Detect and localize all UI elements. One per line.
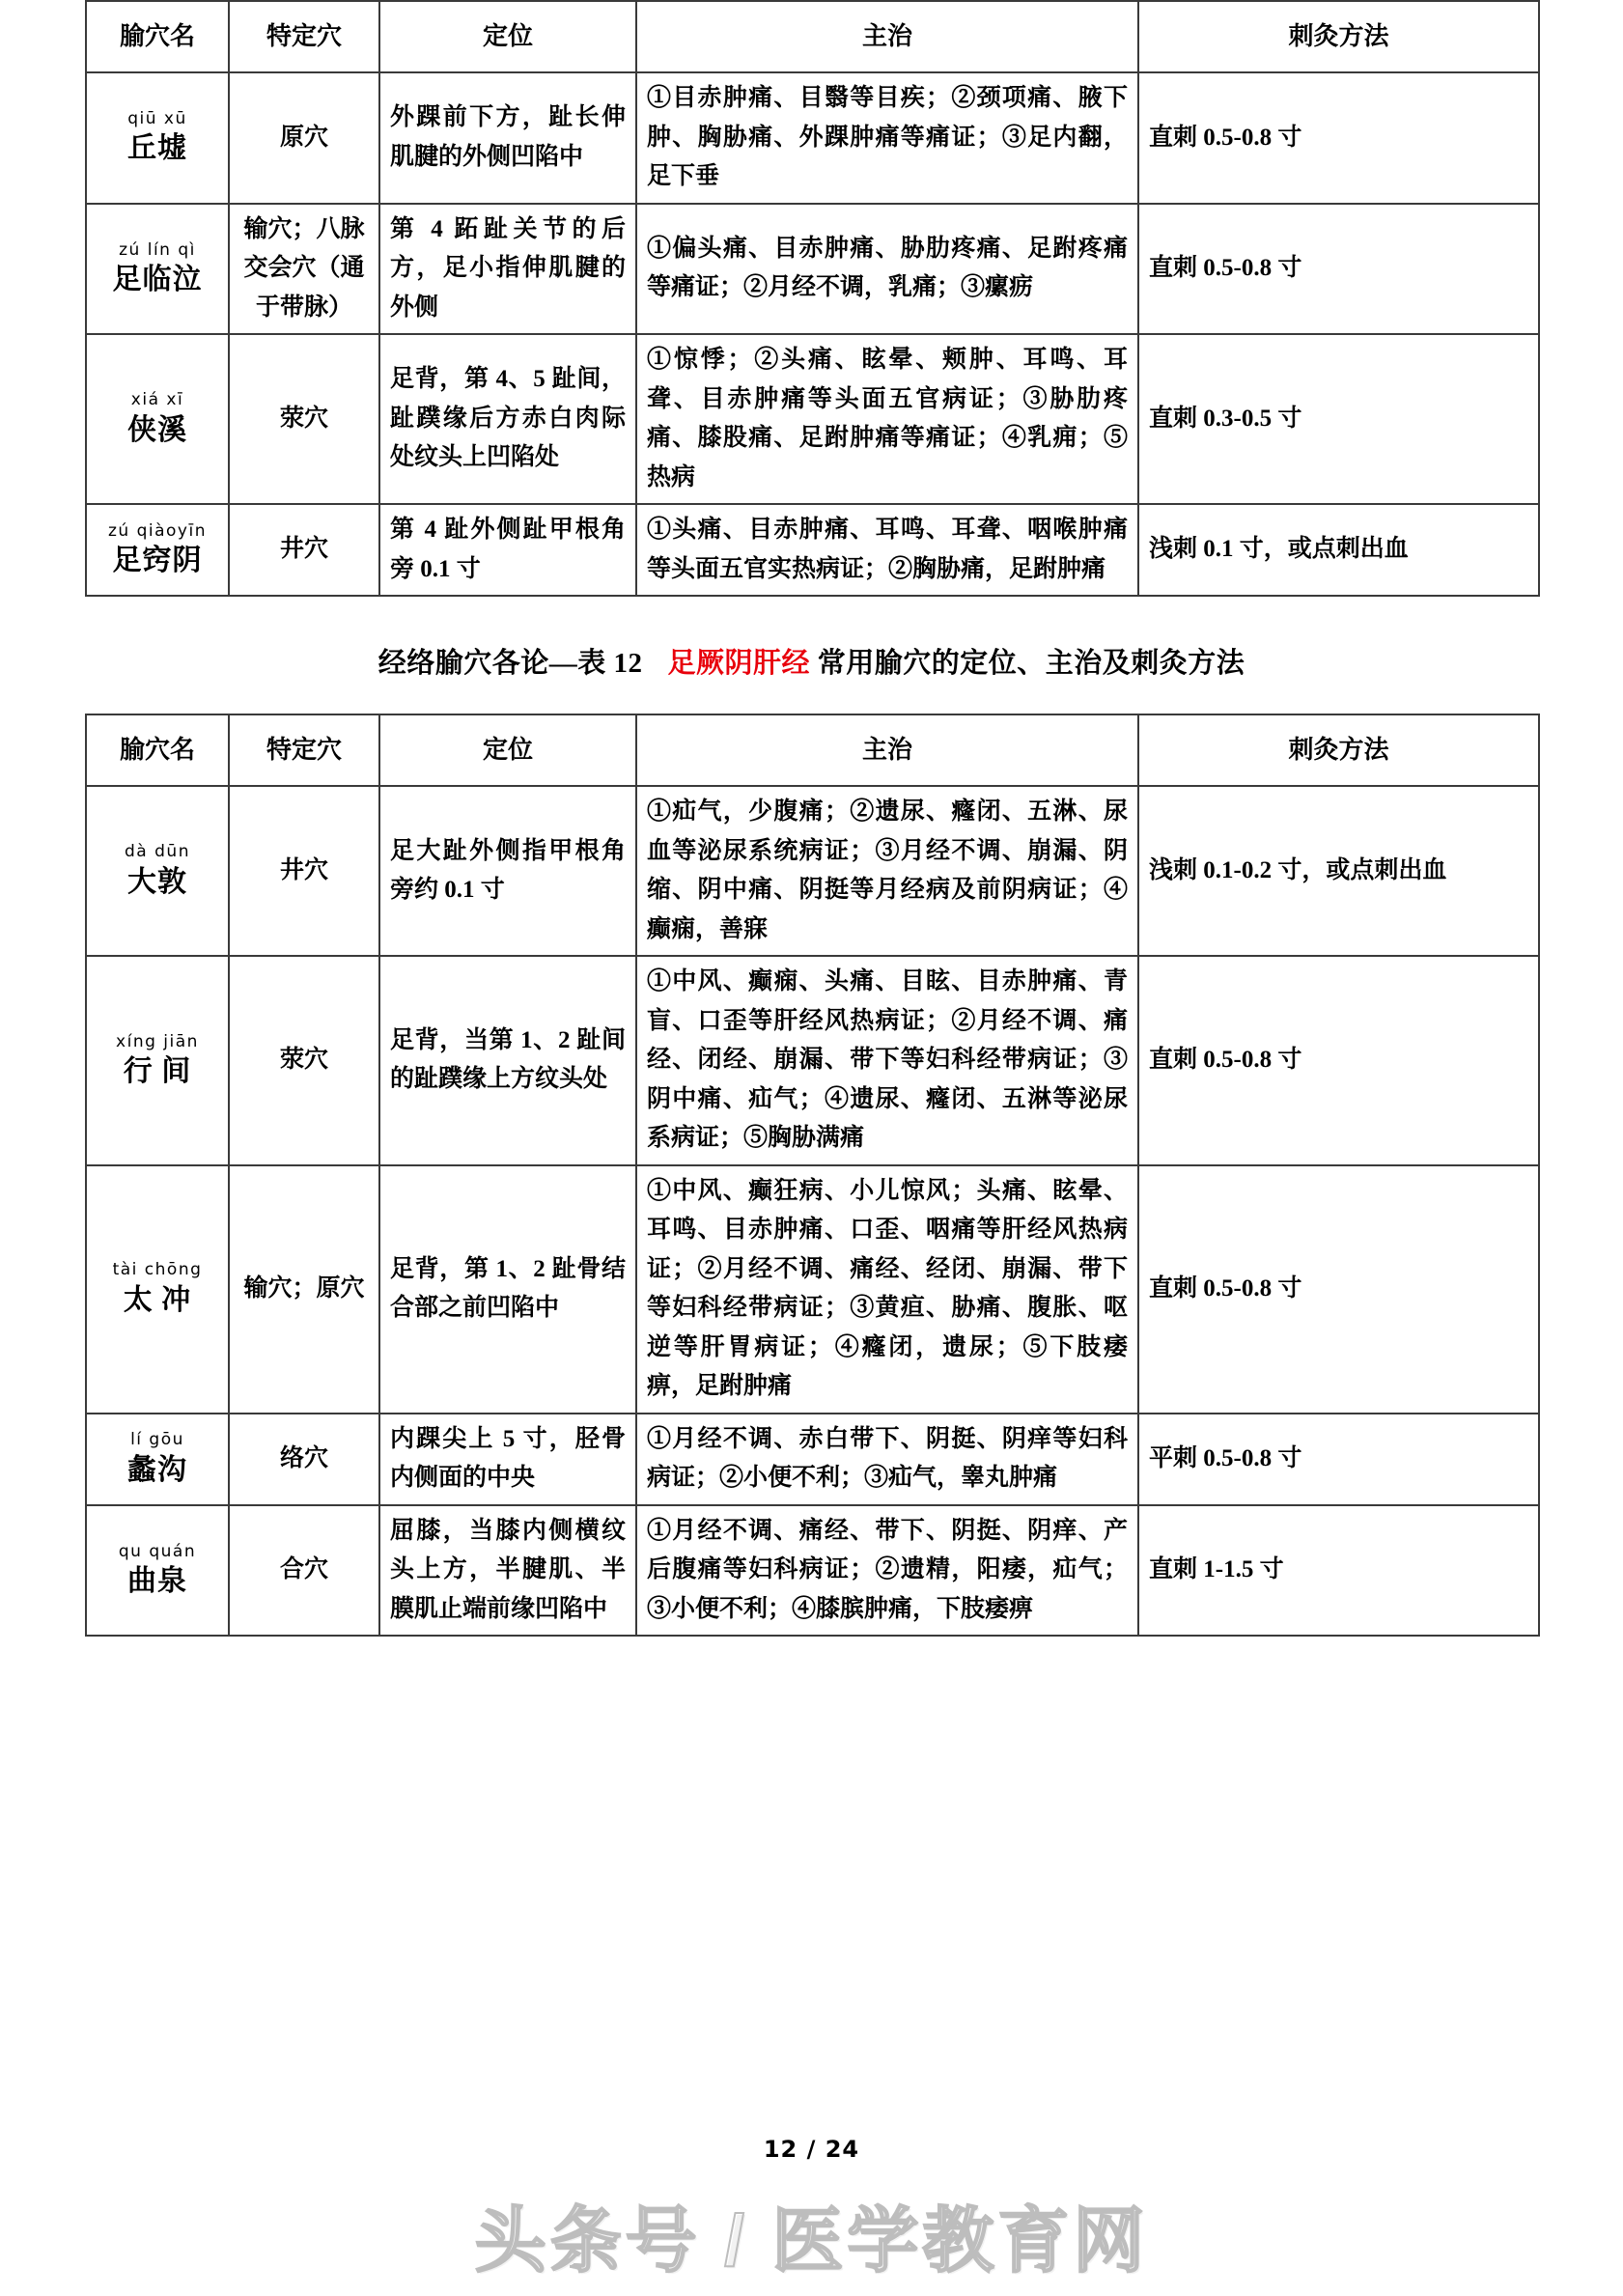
section-title-meridian: 足厥阴肝经 [667,648,810,679]
acupoint-pinyin: tài chōng [112,1260,203,1280]
acupoint-type-cell: 合穴 [229,1505,379,1637]
acupoint-type-cell: 原穴 [229,72,379,204]
table-2-header [86,714,1539,786]
acupoint-hanzi: 蠡沟 [127,1453,187,1486]
page-number: 12 / 24 [763,2136,860,2163]
column-header-location: 定位 [379,714,636,786]
table-row [86,334,1539,504]
watermark: 头条号 / 医学教育网 [474,2200,1149,2281]
section-title-prefix: 经络腧穴各论—表 12 [378,648,643,679]
acupoint-name-cell [86,1414,229,1505]
page-content [85,0,1538,1637]
acupoint-pinyin: qu quán [118,1541,197,1561]
acupoint-name-cell [86,504,229,596]
table-row [86,786,1539,956]
acupoint-indications-cell: ①偏头痛、目赤肿痛、胁肋疼痛、足跗疼痛等痛证；②月经不调，乳痛；③瘰疬 [636,204,1138,335]
acupoint-type-cell: 井穴 [229,786,379,956]
section-title-suffix: 常用腧穴的定位、主治及刺灸方法 [817,648,1245,679]
acupoint-location-cell: 内踝尖上 5 寸，胫骨内侧面的中央 [379,1414,636,1505]
acupoint-hanzi: 丘墟 [127,132,187,165]
acupoint-hanzi: 足窍阴 [112,545,203,577]
column-header-type: 特定穴 [229,714,379,786]
acupoint-table-1 [85,0,1540,597]
acupoint-method-cell: 浅刺 0.1 寸，或点刺出血 [1138,504,1539,596]
table-1-header [86,1,1539,72]
acupoint-hanzi: 足临泣 [112,263,203,295]
table-row [86,504,1539,596]
acupoint-location-cell: 外踝前下方，趾长伸肌腱的外侧凹陷中 [379,72,636,204]
table-row [86,204,1539,335]
acupoint-type-cell: 荥穴 [229,334,379,504]
acupoint-location-cell: 屈膝，当膝内侧横纹头上方，半腱肌、半膜肌止端前缘凹陷中 [379,1505,636,1637]
acupoint-type-cell: 输穴；原穴 [229,1165,379,1414]
acupoint-method-cell: 平刺 0.5-0.8 寸 [1138,1414,1539,1505]
column-header-method: 刺灸方法 [1138,714,1539,786]
acupoint-location-cell: 第 4 跖趾关节的后方，足小指伸肌腱的外侧 [379,204,636,335]
table-row [86,1505,1539,1637]
acupoint-method-cell: 浅刺 0.1-0.2 寸，或点刺出血 [1138,786,1539,956]
acupoint-name-cell [86,204,229,335]
acupoint-hanzi: 行 间 [123,1054,192,1087]
acupoint-method-cell: 直刺 0.5-0.8 寸 [1138,204,1539,335]
column-header-name: 腧穴名 [86,714,229,786]
acupoint-location-cell: 足背，第 4、5 趾间，趾蹼缘后方赤白肉际处纹头上凹陷处 [379,334,636,504]
acupoint-pinyin: dà dūn [125,842,190,862]
acupoint-indications-cell: ①月经不调、赤白带下、阴挺、阴痒等妇科病证；②小便不利；③疝气，睾丸肿痛 [636,1414,1138,1505]
acupoint-name-cell [86,956,229,1165]
acupoint-location-cell: 足背，第 1、2 趾骨结合部之前凹陷中 [379,1165,636,1414]
section-title [85,641,1538,681]
acupoint-name-cell [86,334,229,504]
table-row [86,1165,1539,1414]
column-header-method: 刺灸方法 [1138,1,1539,72]
acupoint-method-cell: 直刺 0.5-0.8 寸 [1138,956,1539,1165]
table-row [86,956,1539,1165]
acupoint-indications-cell: ①惊悸；②头痛、眩晕、颊肿、耳鸣、耳聋、目赤肿痛等头面五官病证；③胁肋疼痛、膝股痛、足跗肿痛等痛证；④乳痈；⑤热病 [636,334,1138,504]
acupoint-method-cell: 直刺 0.3-0.5 寸 [1138,334,1539,504]
acupoint-pinyin: qiū xū [127,109,187,129]
acupoint-indications-cell: ①中风、癫狂病、小儿惊风；头痛、眩晕、耳鸣、目赤肿痛、口歪、咽痛等肝经风热病证；②月经不调、痛经、经闭、崩漏、带下等妇科经带病证；③黄疸、胁痛、腹胀、呕逆等肝胃病证；④癃闭，遗尿；⑤下肢痿痹，足跗肿痛 [636,1165,1138,1414]
table-row [86,72,1539,204]
table-2-body [86,786,1539,1636]
column-header-indications: 主治 [636,1,1138,72]
acupoint-pinyin: zú lín qì [119,239,196,260]
acupoint-indications-cell: ①月经不调、痛经、带下、阴挺、阴痒、产后腹痛等妇科病证；②遗精，阳痿，疝气；③小便不利；④膝膑肿痛，下肢痿痹 [636,1505,1138,1637]
acupoint-table-2 [85,714,1540,1637]
acupoint-name-cell [86,72,229,204]
acupoint-type-cell: 络穴 [229,1414,379,1505]
acupoint-indications-cell: ①中风、癫痫、头痛、目眩、目赤肿痛、青盲、口歪等肝经风热病证；②月经不调、痛经、闭经、崩漏、带下等妇科经带病证；③阴中痛、疝气；④遗尿、癃闭、五淋等泌尿系病证；⑤胸胁满痛 [636,956,1138,1165]
acupoint-type-cell: 井穴 [229,504,379,596]
acupoint-type-cell: 荥穴 [229,956,379,1165]
column-header-indications: 主治 [636,714,1138,786]
acupoint-hanzi: 曲泉 [127,1564,187,1597]
acupoint-indications-cell: ①目赤肿痛、目翳等目疾；②颈项痛、腋下肿、胸胁痛、外踝肿痛等痛证；③足内翻，足下垂 [636,72,1138,204]
table-header-row [86,1,1539,72]
acupoint-name-cell [86,1505,229,1637]
acupoint-pinyin: zú qiàoyīn [108,520,207,541]
acupoint-type-cell: 输穴；八脉交会穴（通于带脉） [229,204,379,335]
acupoint-hanzi: 大敦 [127,865,187,898]
acupoint-hanzi: 侠溪 [127,413,187,446]
table-row [86,1414,1539,1505]
acupoint-location-cell: 第 4 趾外侧趾甲根角旁 0.1 寸 [379,504,636,596]
acupoint-hanzi: 太 冲 [123,1283,192,1316]
acupoint-pinyin: xíng jiān [116,1031,199,1051]
table-1-body [86,72,1539,596]
acupoint-method-cell: 直刺 1-1.5 寸 [1138,1505,1539,1637]
acupoint-pinyin: lí gōu [130,1430,184,1450]
acupoint-method-cell: 直刺 0.5-0.8 寸 [1138,1165,1539,1414]
acupoint-indications-cell: ①头痛、目赤肿痛、耳鸣、耳聋、咽喉肿痛等头面五官实热病证；②胸胁痛，足跗肿痛 [636,504,1138,596]
acupoint-indications-cell: ①疝气，少腹痛；②遗尿、癃闭、五淋、尿血等泌尿系统病证；③月经不调、崩漏、阴缩、阴中痛、阴挺等月经病及前阴病证；④癫痫，善寐 [636,786,1138,956]
acupoint-method-cell: 直刺 0.5-0.8 寸 [1138,72,1539,204]
acupoint-location-cell: 足大趾外侧指甲根角旁约 0.1 寸 [379,786,636,956]
acupoint-pinyin: xiá xī [130,390,184,410]
column-header-name: 腧穴名 [86,1,229,72]
column-header-location: 定位 [379,1,636,72]
column-header-type: 特定穴 [229,1,379,72]
acupoint-name-cell [86,1165,229,1414]
table-header-row [86,714,1539,786]
acupoint-name-cell [86,786,229,956]
acupoint-location-cell: 足背，当第 1、2 趾间的趾蹼缘上方纹头处 [379,956,636,1165]
